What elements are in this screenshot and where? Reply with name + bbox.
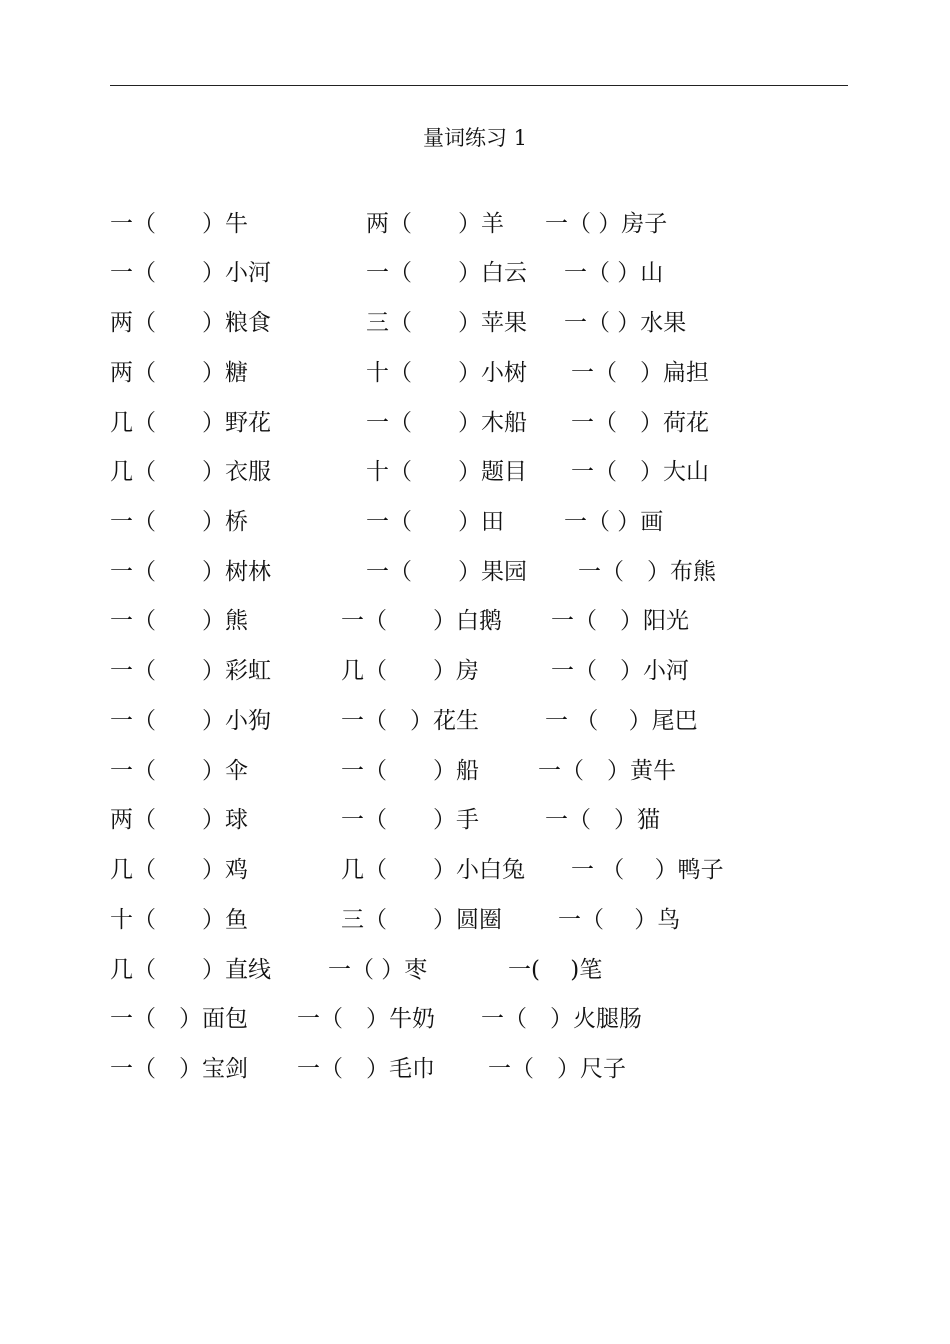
exercise-row [0, 850, 950, 890]
exercise-item: 一（ ）大山 [571, 459, 709, 485]
exercise-item: 两（ ）球 [110, 807, 248, 833]
exercise-item: 一（ ）荷花 [571, 410, 709, 436]
exercise-item: 一（ ）水果 [564, 310, 687, 336]
exercise-item: 一（ ）船 [341, 758, 479, 784]
exercise-item: 一（ ）黄牛 [538, 758, 676, 784]
exercise-row [0, 651, 950, 691]
exercise-item: 一（ ）房子 [545, 211, 668, 237]
exercise-item: 一 （ ）尾巴 [545, 708, 698, 734]
exercise-item: 几（ ）直线 [110, 957, 271, 983]
exercise-item: 一( )笔 [508, 957, 603, 983]
exercise-item: 一（ ）伞 [110, 758, 248, 784]
exercise-item: 一（ ）小河 [110, 260, 271, 286]
exercise-row [0, 950, 950, 990]
exercise-row [0, 204, 950, 244]
exercise-item: 几（ ）小白兔 [341, 857, 525, 883]
exercise-item: 一（ ）小河 [551, 658, 689, 684]
exercise-item: 一（ ）毛巾 [297, 1056, 435, 1082]
exercise-item: 一（ ）猫 [545, 807, 660, 833]
exercise-item: 十（ ）鱼 [110, 907, 248, 933]
exercise-item: 一（ ）山 [564, 260, 664, 286]
exercise-item: 一（ ）面包 [110, 1006, 248, 1032]
exercise-row [0, 999, 950, 1039]
exercise-item: 一（ ）白云 [366, 260, 527, 286]
exercise-row [0, 601, 950, 641]
exercise-item: 一（ ）宝剑 [110, 1056, 248, 1082]
exercise-item: 一（ ）布熊 [578, 559, 716, 585]
exercise-item: 一（ ）手 [341, 807, 479, 833]
exercise-row [0, 1049, 950, 1089]
exercise-row [0, 452, 950, 492]
exercise-row [0, 502, 950, 542]
exercise-row [0, 303, 950, 343]
exercise-item: 一（ ）鸟 [558, 907, 681, 933]
exercise-item: 一（ ）彩虹 [110, 658, 271, 684]
exercise-row [0, 253, 950, 293]
exercise-row [0, 701, 950, 741]
exercise-item: 一（ ）白鹅 [341, 608, 502, 634]
header-rule [110, 85, 848, 86]
exercise-item: 一（ ）牛奶 [297, 1006, 435, 1032]
exercise-item: 两（ ）粮食 [110, 310, 271, 336]
exercise-item: 一（ ）尺子 [488, 1056, 626, 1082]
exercise-item: 几（ ）房 [341, 658, 479, 684]
exercise-item: 一（ ）阳光 [551, 608, 689, 634]
exercise-item: 两（ ）糖 [110, 360, 248, 386]
exercise-row [0, 751, 950, 791]
exercise-item: 一（ ）牛 [110, 211, 248, 237]
exercise-item: 一（ ）桥 [110, 509, 248, 535]
exercise-row [0, 900, 950, 940]
exercise-item: 两（ ）羊 [366, 211, 504, 237]
exercise-item: 一（ ）画 [564, 509, 664, 535]
exercise-item: 三（ ）苹果 [366, 310, 527, 336]
exercise-item: 一（ ）熊 [110, 608, 248, 634]
exercise-row [0, 403, 950, 443]
exercise-item: 一（ ）木船 [366, 410, 527, 436]
exercise-item: 一（ ）花生 [341, 708, 479, 734]
exercise-item: 一（ ）树林 [110, 559, 271, 585]
exercise-row [0, 353, 950, 393]
exercise-item: 一（ ）枣 [328, 957, 428, 983]
exercise-item: 十（ ）小树 [366, 360, 527, 386]
exercise-item: 一（ ）果园 [366, 559, 527, 585]
exercise-row [0, 552, 950, 592]
exercise-item: 几（ ）鸡 [110, 857, 248, 883]
exercise-item: 几（ ）衣服 [110, 459, 271, 485]
exercise-item: 十（ ）题目 [366, 459, 527, 485]
page-title: 量词练习 1 [422, 126, 528, 150]
exercise-item: 一（ ）小狗 [110, 708, 271, 734]
exercise-item: 一 （ ）鸭子 [571, 857, 724, 883]
exercise-item: 一（ ）火腿肠 [481, 1006, 642, 1032]
exercise-item: 几（ ）野花 [110, 410, 271, 436]
exercise-item: 三（ ）圆圈 [341, 907, 502, 933]
exercise-item: 一（ ）田 [366, 509, 504, 535]
exercise-row [0, 800, 950, 840]
exercise-item: 一（ ）扁担 [571, 360, 709, 386]
